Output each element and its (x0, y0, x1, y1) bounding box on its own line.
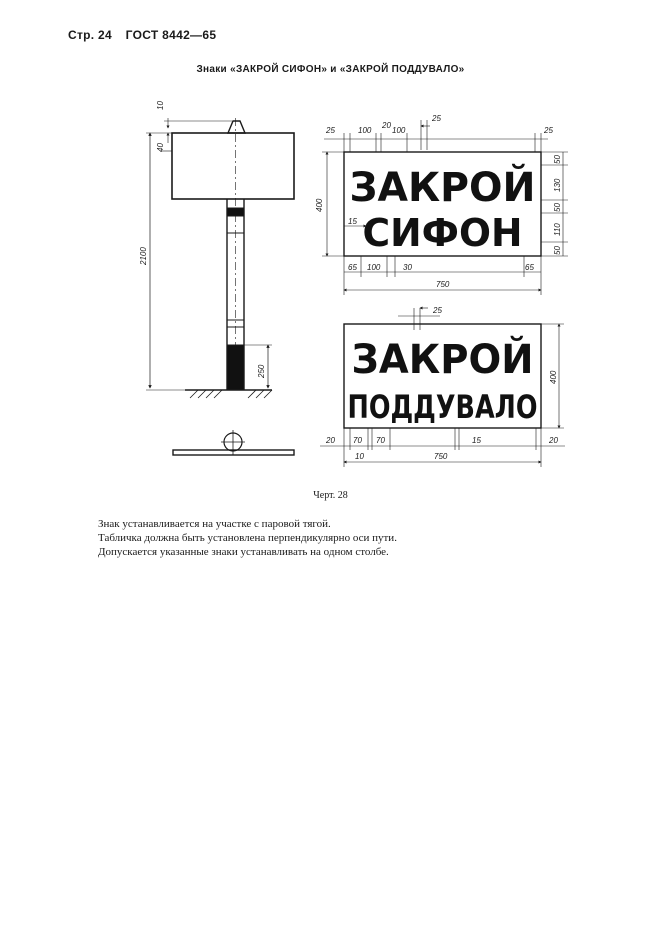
sign2-dim-letter: 70 (353, 436, 362, 445)
sign2-dim-margin-right: 20 (549, 436, 558, 445)
post-cap (228, 121, 245, 133)
page-number: Стр. 24 (68, 28, 112, 42)
sign1-dim-right-bottom: 50 (553, 246, 562, 255)
sign1-dim-left-small: 15 (348, 217, 357, 226)
sign1-dim-gap: 20 (382, 121, 391, 130)
sign2-dim-height: 400 (549, 370, 558, 384)
sign1-dim-right-line2: 110 (553, 223, 562, 236)
sign1-dim-letter2: 100 (392, 126, 406, 135)
note-line: Допускается указанные знаки устанавливать на одном столбе. (98, 546, 389, 558)
sign1-dim-right-mid: 50 (553, 203, 562, 212)
sign2-dim-small: 10 (355, 452, 364, 461)
dim-post-plate-offset: 40 (156, 143, 165, 152)
sign1-dim-right-top: 50 (553, 155, 562, 164)
post-plan-view (173, 430, 294, 455)
dim-post-total: 2100 (139, 247, 148, 265)
sign1-dim-height: 400 (315, 198, 324, 212)
sign2-dim-stroke: 25 (433, 306, 442, 315)
sign2-line2: ПОДДУВАЛО (347, 388, 538, 426)
dim-post-top: 10 (156, 101, 165, 110)
note-line: Знак устанавливается на участке с паровой тягой. (98, 518, 331, 530)
post-band (227, 208, 244, 216)
sign1-dim-stroke: 25 (432, 114, 441, 123)
sign1-dim-bottom-right: 65 (525, 263, 534, 272)
sign2-dim-letter2: 70 (376, 436, 385, 445)
sign2-dim-gap: 15 (472, 436, 481, 445)
sign1-drawing (315, 114, 568, 295)
sign1-dim-width: 750 (436, 280, 450, 289)
sign2-line1: ЗАКРОЙ (351, 337, 541, 383)
figure-title: Знаки «ЗАКРОЙ СИФОН» и «ЗАКРОЙ ПОДДУВАЛО» (196, 64, 465, 75)
sign1-dim-margin-left: 25 (326, 126, 335, 135)
sign1-dim-right-line1: 130 (553, 178, 562, 192)
sign2-dim-margin-left: 20 (326, 436, 335, 445)
figure-caption: Черт. 28 (313, 490, 348, 501)
sign1-line1: ЗАКРОЙ (349, 165, 539, 211)
sign1-dim-bottom-gap: 30 (403, 263, 412, 272)
post-black-base (227, 345, 244, 390)
dim-post-band: 250 (257, 364, 266, 378)
sign1-dim-margin-right: 25 (544, 126, 553, 135)
sign1-dim-bottom-letter: 100 (367, 263, 381, 272)
post-plate (172, 133, 294, 199)
sign1-dim-letter: 100 (358, 126, 372, 135)
sign1-line2: СИФОН (362, 211, 523, 255)
sign2-drawing (320, 306, 565, 467)
sign1-dim-bottom-left: 65 (348, 263, 357, 272)
notes (98, 517, 397, 559)
note-line: Табличка должна быть установлена перпендикулярно оси пути. (98, 532, 397, 544)
sign2-dim-width: 750 (434, 452, 448, 461)
post-drawing (146, 118, 294, 398)
standard-code: ГОСТ 8442—65 (125, 28, 217, 42)
